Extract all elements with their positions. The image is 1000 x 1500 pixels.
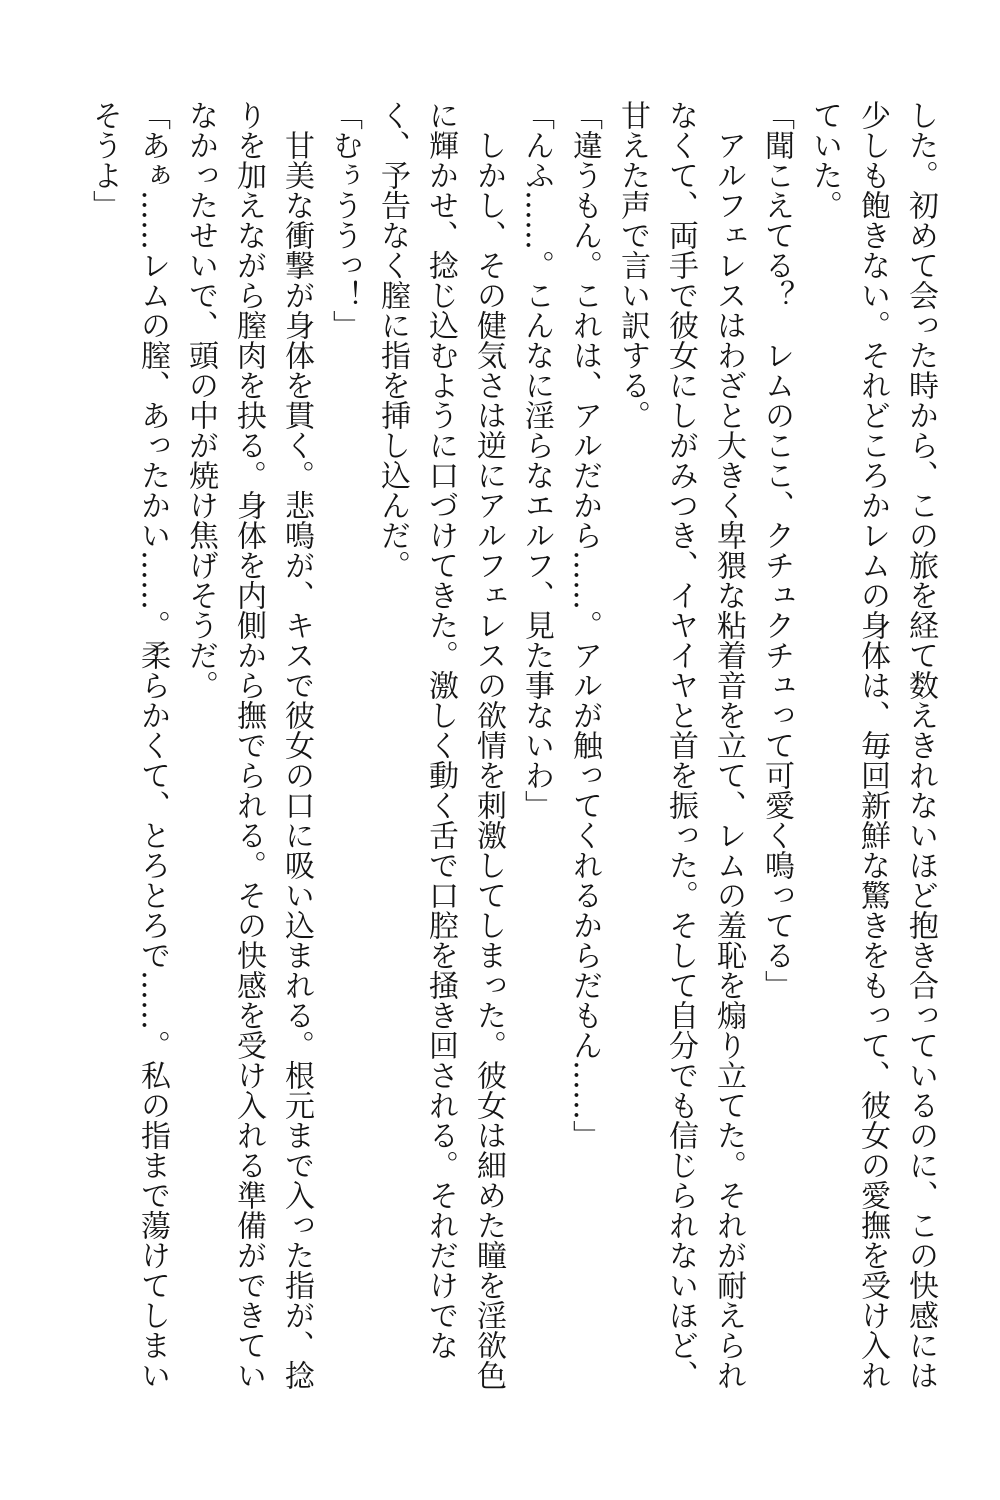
paragraph-dialogue: 「聞こえてる？ レムのここ、クチュクチュって可愛く鳴ってる」 [759, 100, 794, 1000]
paragraph-narrative: アルフェレスはわざと大きく卑猥な粘着音を立て、レムの羞恥を煽り立てた。それが耐えられなくて、両手で彼女にしがみつき、イヤイヤと首を振った。そして自分でも信じられないほど、甘えた声で言い訳する。 [615, 100, 746, 1390]
paragraph-narrative: 甘美な衝撃が身体を貫く。悲鳴が、キスで彼女の口に吸い込まれる。根元まで入った指が、捻りを加えながら膣肉を抉る。身体を内側から撫でられる。その快感を受け入れる準備ができていなかったせいで、頭の中が焼け焦げそうだ。 [183, 100, 314, 1390]
paragraph-dialogue: 「違うもん。これは、アルだから……。アルが触ってくれるからだもん……」 [567, 100, 602, 1150]
vertical-text-area [80, 100, 944, 1390]
paragraph-narrative-continuation: した。初めて会った時から、この旅を経て数えきれないほど抱き合っているのに、この快感には少しも飽きない。それどころかレムの身体は、毎回新鮮な驚きをもって、彼女の愛撫を受け入れていた。 [807, 100, 938, 1390]
paragraph-dialogue: 「んふ……。こんなに淫らなエルフ、見た事ないわ」 [519, 100, 554, 820]
paragraph-dialogue: 「むぅううっ！」 [327, 100, 362, 340]
paragraph-dialogue: 「あぁ……レムの膣、あったかい……。柔らかくて、とろとろで……。私の指まで蕩けてしまいそうよ」 [87, 100, 170, 1390]
paragraph-narrative: しかし、その健気さは逆にアルフェレスの欲情を刺激してしまった。彼女は細めた瞳を淫欲色に輝かせ、捻じ込むように口づけてきた。激しく動く舌で口腔を掻き回される。それだけでなく、予告なく膣に指を挿し込んだ。 [375, 100, 506, 1390]
